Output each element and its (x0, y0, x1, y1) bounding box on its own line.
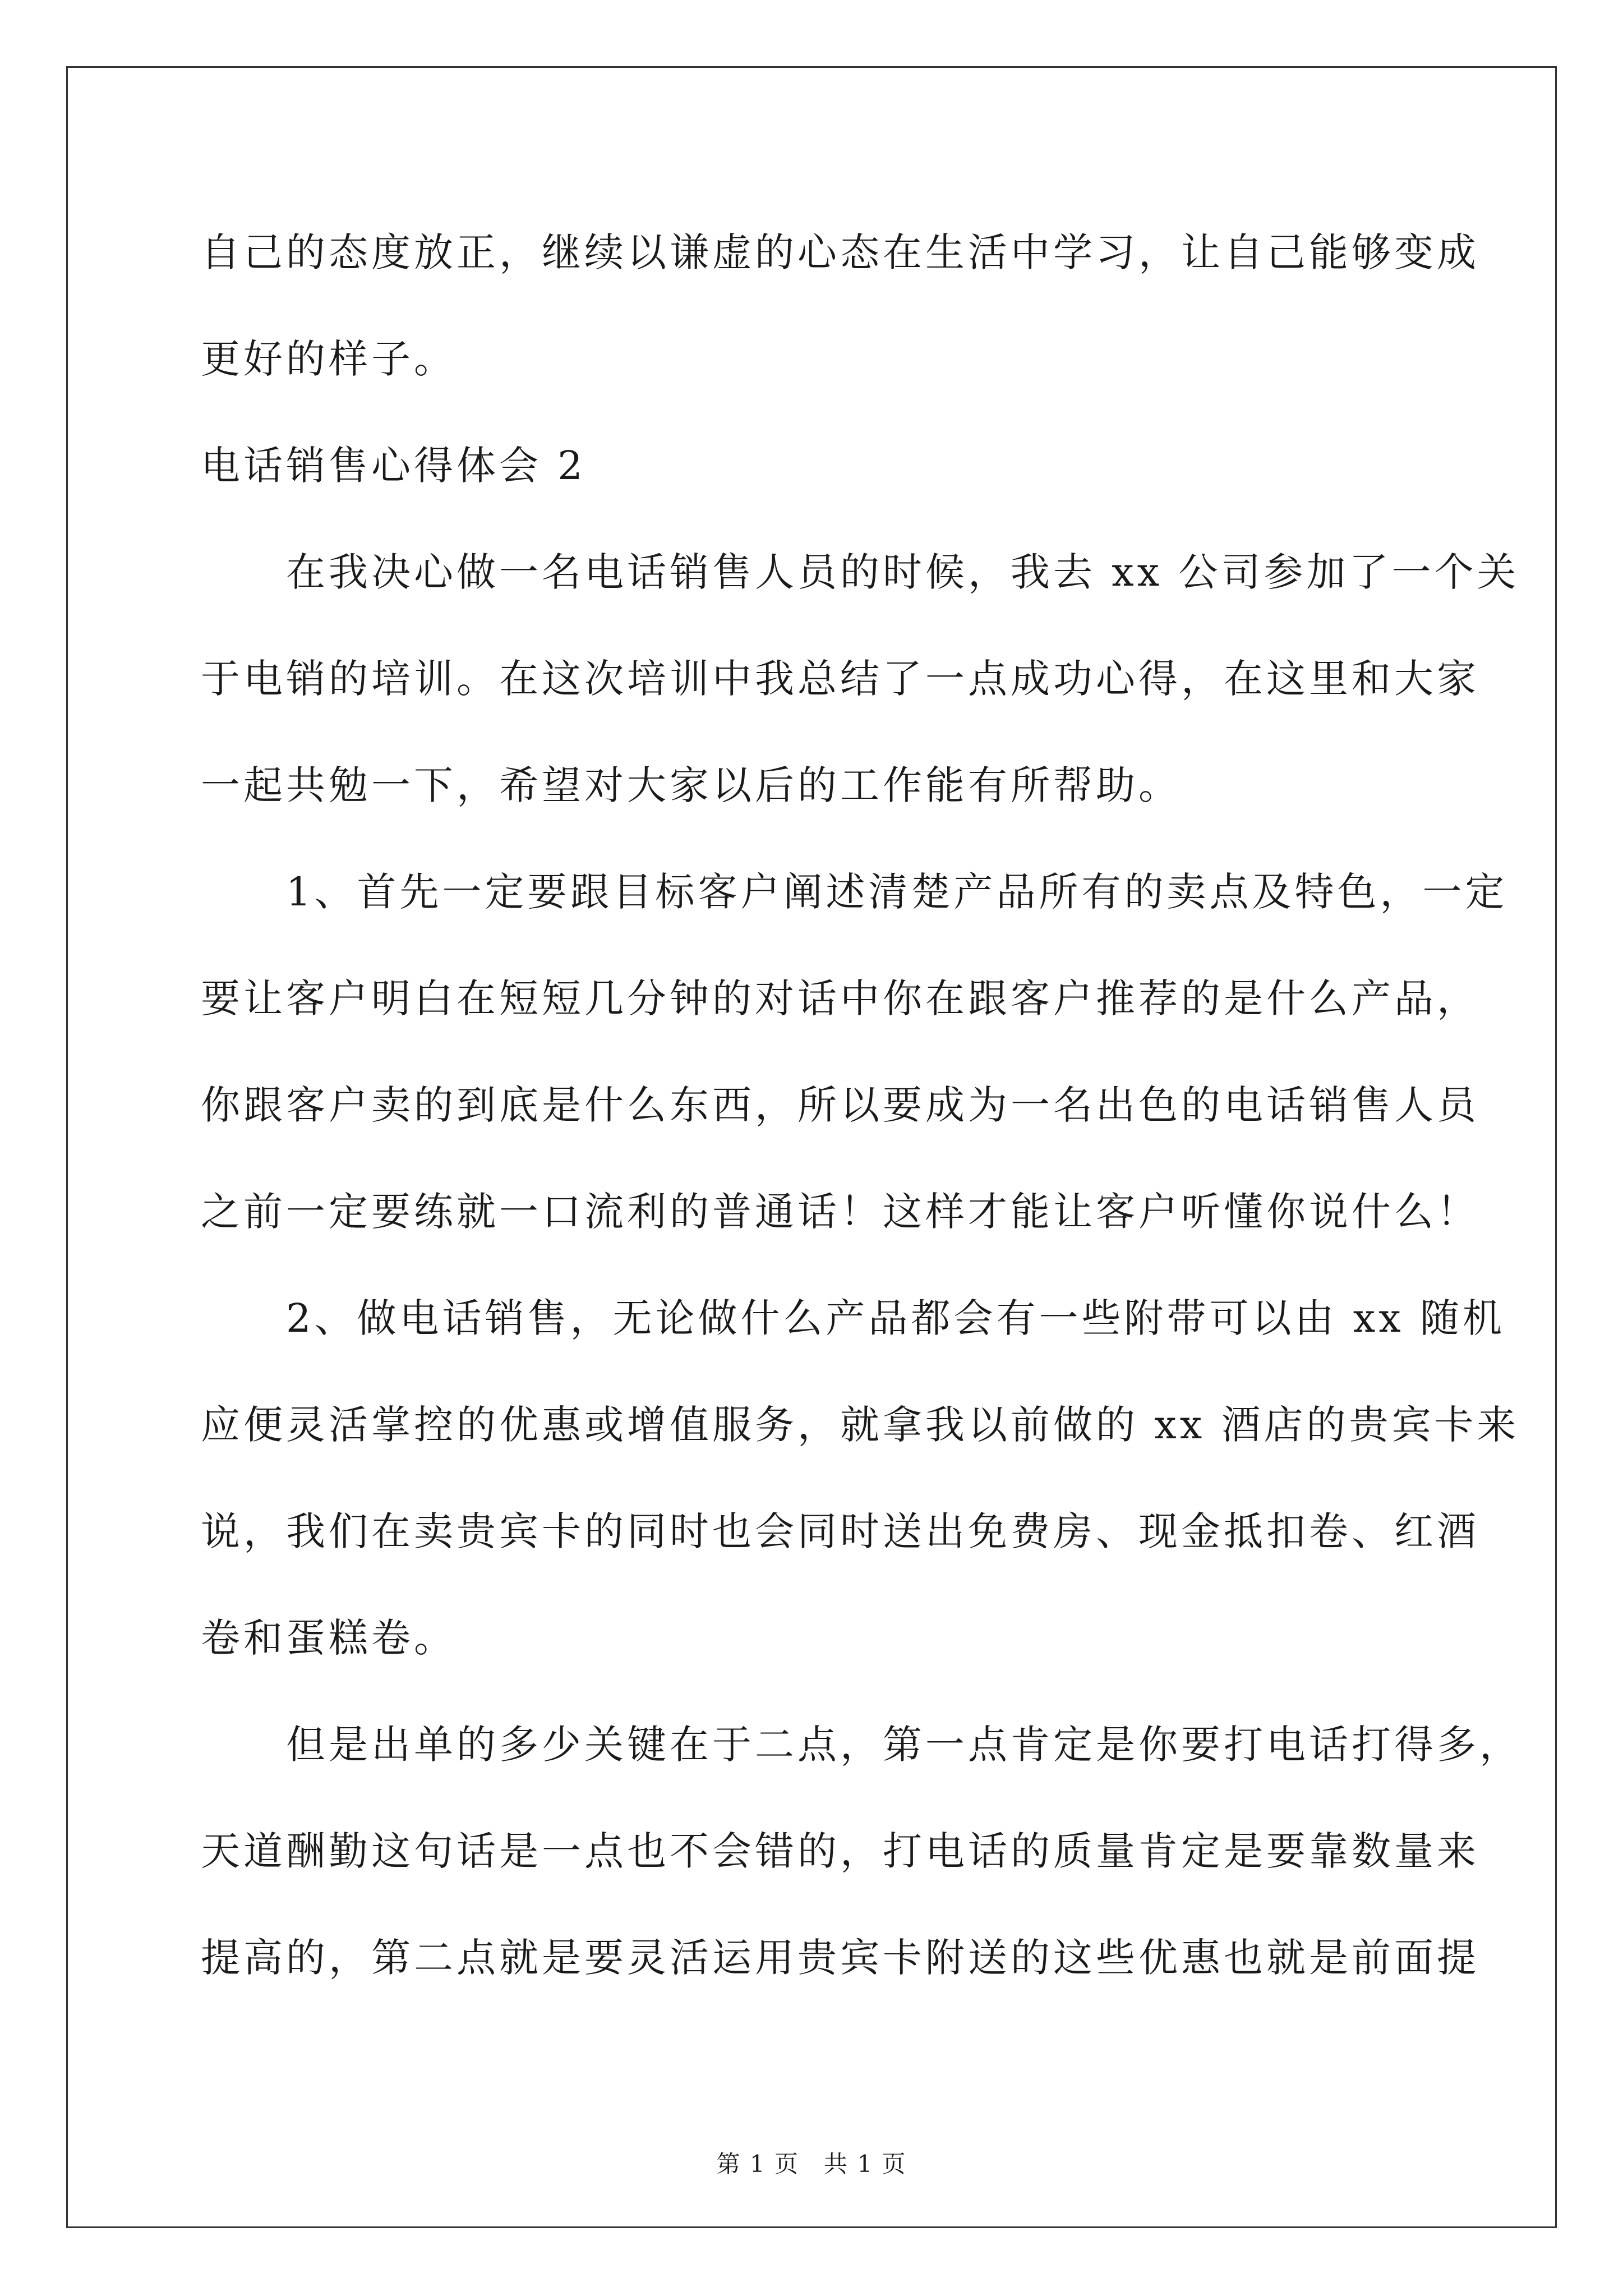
text-line: 说，我们在卖贵宾卡的同时也会同时送出免费房、现金抵扣卷、红酒 (201, 1508, 1479, 1554)
text-line: 在我决心做一名电话销售人员的时候，我去 xx 公司参加了一个关 (201, 549, 1520, 595)
text-line: 卷和蛋糕卷。 (201, 1615, 457, 1661)
text-line: 但是出单的多少关键在于二点，第一点肯定是你要打电话打得多， (201, 1722, 1522, 1768)
text-line: 应便灵活掌控的优惠或增值服务，就拿我以前做的 xx 酒店的贵宾卡来 (201, 1402, 1520, 1448)
text-line: 要让客户明白在短短几分钟的对话中你在跟客户推荐的是什么产品， (201, 976, 1479, 1022)
text-line: 于电销的培训。在这次培训中我总结了一点成功心得，在这里和大家 (201, 656, 1479, 702)
text-line: 提高的，第二点就是要灵活运用贵宾卡附送的这些优惠也就是前面提 (201, 1935, 1479, 1981)
page-number-footer: 第 1 页 共 1 页 (716, 2150, 907, 2178)
text-line: 你跟客户卖的到底是什么东西，所以要成为一名出色的电话销售人员 (201, 1082, 1479, 1128)
section-heading: 电话销售心得体会 2 (201, 443, 586, 489)
text-line: 之前一定要练就一口流利的普通话！这样才能让客户听懂你说什么！ (201, 1189, 1479, 1235)
text-line: 自己的态度放正，继续以谦虚的心态在生活中学习，让自己能够变成 (201, 229, 1479, 275)
text-line: 更好的样子。 (201, 336, 457, 382)
text-line: 1、首先一定要跟目标客户阐述清楚产品所有的卖点及特色，一定 (201, 869, 1508, 915)
text-line: 一起共勉一下，希望对大家以后的工作能有所帮助。 (201, 762, 1181, 808)
text-line: 天道酬勤这句话是一点也不会错的，打电话的质量肯定是要靠数量来 (201, 1828, 1479, 1874)
text-line: 2、做电话销售，无论做什么产品都会有一些附带可以由 xx 随机 (201, 1295, 1505, 1341)
